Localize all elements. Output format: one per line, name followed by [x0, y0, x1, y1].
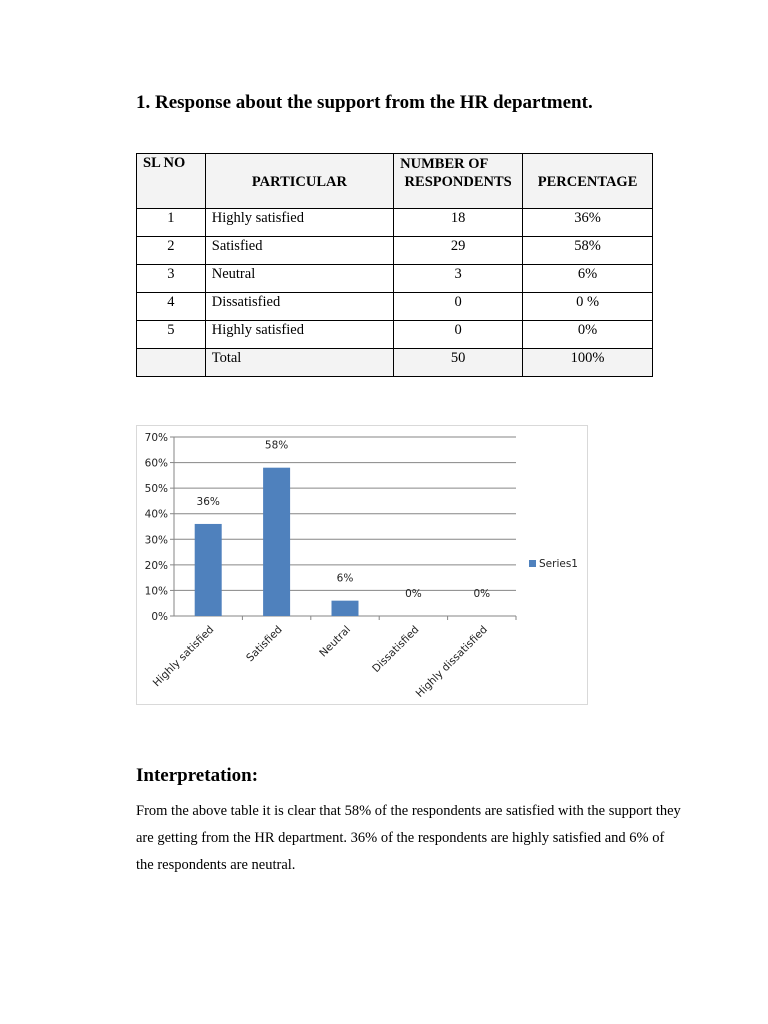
cell-sl: 1	[137, 209, 206, 237]
cell-sl	[137, 349, 206, 377]
cell-respondents: 18	[394, 209, 523, 237]
cell-particular: Dissatisfied	[205, 293, 393, 321]
cell-particular: Total	[205, 349, 393, 377]
cell-sl: 2	[137, 237, 206, 265]
cell-respondents: 3	[394, 265, 523, 293]
bar	[195, 524, 222, 616]
cell-particular: Satisfied	[205, 237, 393, 265]
interpretation-title: Interpretation:	[136, 765, 259, 786]
legend-label: Series1	[539, 558, 578, 570]
table-row	[137, 237, 653, 265]
table-row	[137, 321, 653, 349]
cell-percentage: 100%	[523, 349, 653, 377]
header-particular-label: PARTICULAR	[251, 174, 347, 190]
bar-chart-svg	[137, 426, 587, 704]
cell-particular: Highly satisfied	[205, 209, 393, 237]
data-label: 6%	[336, 572, 354, 585]
cell-percentage: 6%	[523, 265, 653, 293]
header-particular	[205, 154, 393, 209]
header-percentage-label: PERCENTAGE	[537, 174, 638, 190]
y-tick-label: 70%	[144, 432, 168, 444]
data-label: 58%	[264, 439, 289, 452]
section-heading: 1. Response about the support from the HR department.	[136, 92, 593, 113]
cell-respondents: 29	[394, 237, 523, 265]
header-respondents-line2: RESPONDENTS	[404, 174, 512, 190]
cell-sl: 3	[137, 265, 206, 293]
bar-chart	[136, 425, 588, 705]
category-label: Highly dissatisfied	[413, 623, 490, 700]
cell-respondents: 50	[394, 349, 523, 377]
table-row	[137, 209, 653, 237]
cell-respondents: 0	[394, 293, 523, 321]
table-row	[137, 293, 653, 321]
cell-sl: 5	[137, 321, 206, 349]
data-label: 0%	[405, 588, 422, 600]
table-total-row	[137, 349, 653, 377]
header-respondents-line1: NUMBER OF	[400, 156, 489, 172]
interpretation-body: From the above table it is clear that 58% of the respondents are satisfied with the support they are getting from the HR department. 36% of the respondents are highly satisfied and 6% of the respondents are neutral.	[136, 803, 681, 873]
y-tick-label: 10%	[144, 585, 168, 598]
cell-percentage: 0%	[523, 321, 653, 349]
cell-sl: 4	[137, 293, 206, 321]
table-row	[137, 265, 653, 293]
y-tick-label: 20%	[144, 559, 168, 572]
data-label: 0%	[473, 588, 491, 600]
data-label: 36%	[196, 495, 220, 508]
y-tick-label: 50%	[144, 483, 168, 496]
y-tick-label: 60%	[144, 457, 168, 470]
category-label: Neutral	[317, 623, 354, 660]
response-table	[136, 153, 653, 377]
cell-percentage: 36%	[523, 209, 653, 237]
y-tick-label: 0%	[151, 611, 168, 623]
header-slno: SL NO	[137, 154, 206, 209]
bar	[332, 601, 359, 616]
bar	[263, 468, 290, 616]
cell-percentage: 0 %	[523, 293, 653, 321]
category-label: Dissatisfied	[370, 623, 422, 675]
category-label: Highly satisfied	[150, 623, 217, 690]
cell-particular: Neutral	[205, 265, 393, 293]
y-tick-label: 40%	[144, 508, 168, 521]
table-header-row	[137, 154, 653, 209]
cell-respondents: 0	[394, 321, 523, 349]
y-tick-label: 30%	[144, 534, 168, 547]
cell-percentage: 58%	[523, 237, 653, 265]
header-percentage	[523, 154, 653, 209]
category-label: Satisfied	[244, 623, 285, 665]
header-respondents	[394, 154, 523, 209]
cell-particular: Highly satisfied	[205, 321, 393, 349]
legend-swatch	[529, 560, 536, 567]
